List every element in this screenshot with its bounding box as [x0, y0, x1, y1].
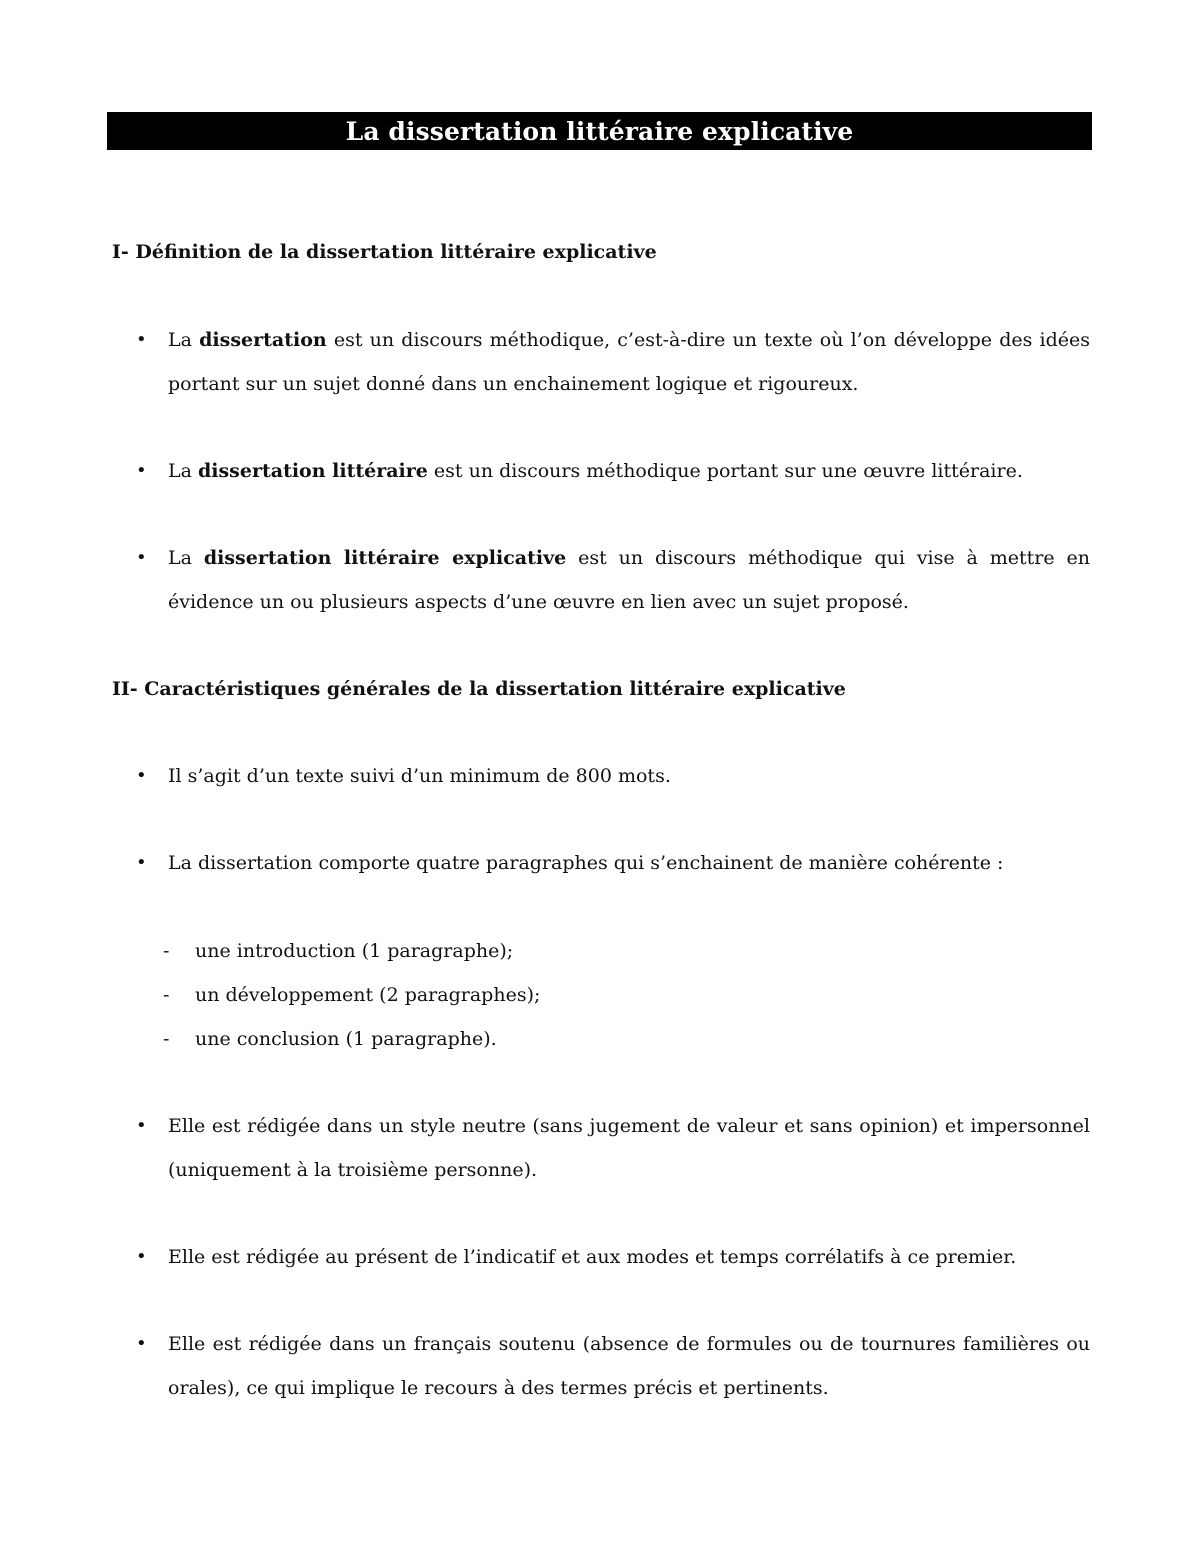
bullet-icon: •	[136, 460, 147, 481]
list-item-text: La dissertation comporte quatre paragraphes qui s’enchainent de manière cohérente :	[168, 852, 1004, 874]
bullet-icon: •	[136, 1115, 147, 1136]
bold-term: dissertation	[199, 329, 327, 351]
sub-list-item-text: une conclusion (1 paragraphe).	[195, 1028, 497, 1050]
dash-icon: -	[163, 940, 170, 962]
bold-term: dissertation littéraire	[197, 460, 428, 482]
sub-list-item	[163, 938, 513, 964]
list-item-text: La dissertation littéraire explicative est un discours méthodique qui vise à mettre en évidence un ou plusieurs aspects d’une œuvre en lien avec un sujet proposé.	[168, 547, 1090, 613]
bullet-icon: •	[136, 547, 147, 568]
list-item-text: Il s’agit d’un texte suivi d’un minimum de 800 mots.	[168, 765, 671, 787]
list-item	[136, 1235, 1090, 1279]
sub-list-item	[163, 1026, 497, 1052]
list-item	[136, 841, 1090, 885]
list-item	[136, 1104, 1090, 1192]
section-heading-2: II- Caractéristiques générales de la dissertation littéraire explicative	[112, 678, 846, 700]
list-item	[136, 754, 1090, 798]
list-item-text: La dissertation est un discours méthodique, c’est-à-dire un texte où l’on développe des idées portant sur un sujet donné dans un enchainement logique et rigoureux.	[168, 329, 1091, 395]
bullet-icon: •	[136, 1246, 147, 1267]
list-item	[136, 536, 1090, 624]
list-item	[136, 318, 1090, 406]
bullet-icon: •	[136, 852, 147, 873]
bullet-icon: •	[136, 1333, 147, 1354]
sub-list-item	[163, 982, 540, 1008]
list-item-text: Elle est rédigée au présent de l’indicatif et aux modes et temps corrélatifs à ce premier.	[168, 1246, 1017, 1268]
sub-list-item-text: une introduction (1 paragraphe);	[195, 940, 514, 962]
dash-icon: -	[163, 984, 170, 1006]
bold-term: dissertation littéraire explicative	[203, 547, 567, 569]
list-item-text: La dissertation littéraire est un discours méthodique portant sur une œuvre littéraire.	[168, 460, 1023, 482]
section-heading-1: I- Définition de la dissertation littéraire explicative	[112, 241, 657, 263]
list-item	[136, 1322, 1090, 1410]
dash-icon: -	[163, 1028, 170, 1050]
document-title	[107, 112, 1092, 150]
list-item-text: Elle est rédigée dans un style neutre (sans jugement de valeur et sans opinion) et impersonnel (uniquement à la troisième personne).	[168, 1115, 1090, 1181]
bullet-icon: •	[136, 329, 147, 350]
list-item-text: Elle est rédigée dans un français soutenu (absence de formules ou de tournures familières ou orales), ce qui implique le recours à des termes précis et pertinents.	[168, 1333, 1090, 1399]
list-item	[136, 449, 1090, 493]
document-title-text: La dissertation littéraire explicative	[345, 116, 854, 146]
bullet-icon: •	[136, 765, 147, 786]
sub-list-item-text: un développement (2 paragraphes);	[195, 984, 541, 1006]
